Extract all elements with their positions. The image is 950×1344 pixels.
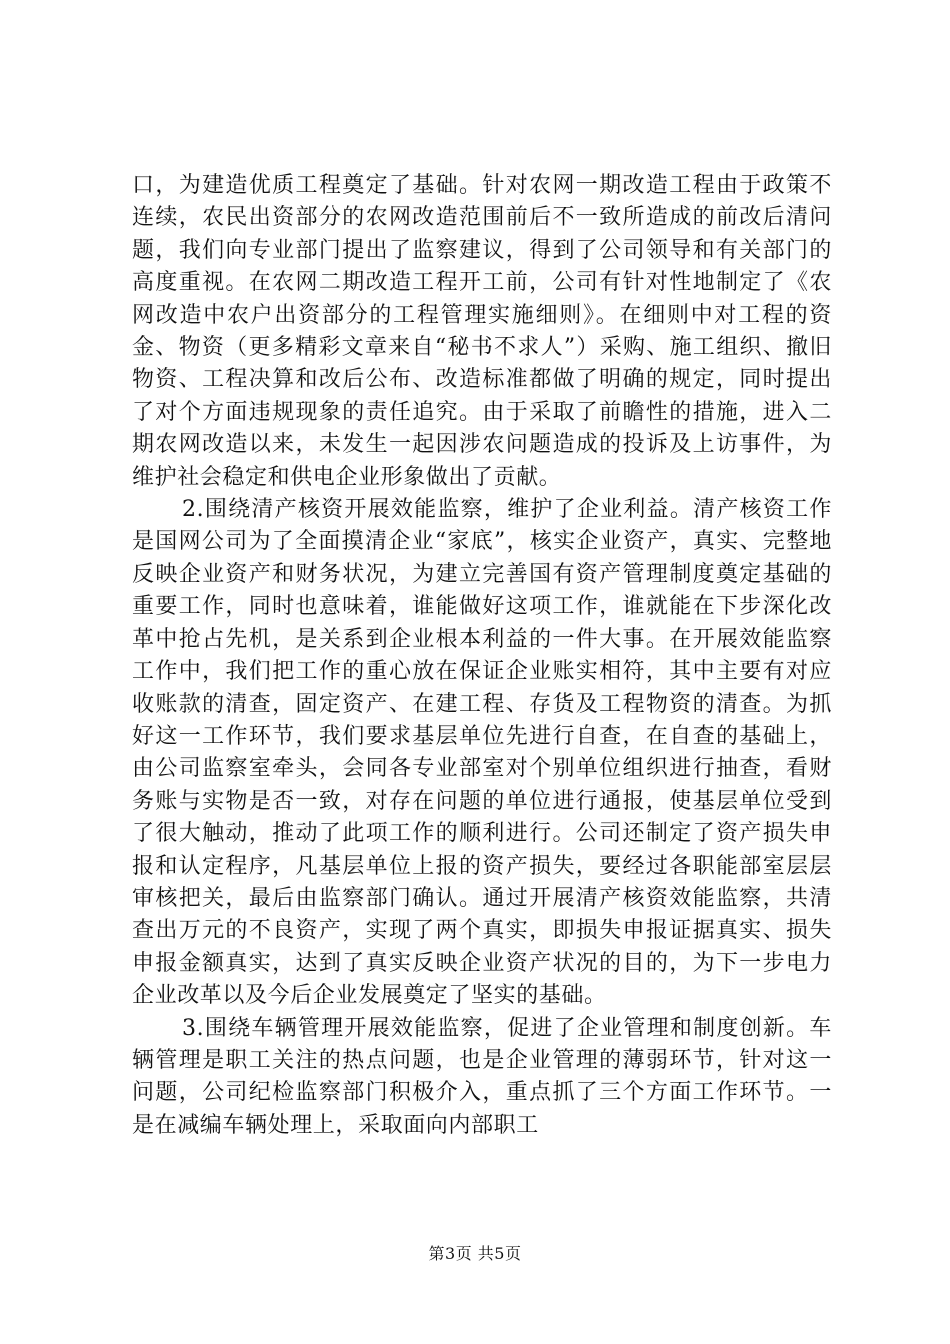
paragraph-continued: 口，为建造优质工程奠定了基础。针对农网一期改造工程由于政策不连续，农民出资部分的农网改造范围前后不一致所造成的前改后清问题，我们向专业部门提出了监察建议，得到了公司领导和有关部门的高度重视。在农网二期改造工程开工前，公司有针对性地制定了《农网改造中农户出资部分的工程管理实施细则》。在细则中对工程的资金、物资（更多精彩文章来自“秘书不求人”）采购、施工组织、撤旧物资、工程决算和改后公布、改造标准都做了明确的规定，同时提出了对个方面违规现象的责任追究。由于采取了前瞻性的措施，进入二期农网改造以来，未发生一起因涉农问题造成的投诉及上访事件，为维护社会稳定和供电企业形象做出了贡献。 [132, 173, 832, 490]
paragraph-item-2: 2.围绕清产核资开展效能监察，维护了企业利益。清产核资工作是国网公司为了全面摸清企业“家底”，核实企业资产，真实、完整地反映企业资产和财务状况，为建立完善国有资产管理制度奠定基础的重要工作，同时也意味着，谁能做好这项工作，谁就能在下步深化改革中抢占先机，是关系到企业根本利益的一件大事。在开展效能监察工作中，我们把工作的重心放在保证企业账实相符，其中主要有对应收账款的清查，固定资产、在建工程、存货及工程物资的清查。为抓好这一工作环节，我们要求基层单位先进行自查，在自查的基础上，由公司监察室牵头，会同各专业部室对个别单位组织进行抽查，看财务账与实物是否一致，对存在问题的单位进行通报，使基层单位受到了很大触动，推动了此项工作的顺利进行。公司还制定了资产损失申报和认定程序，凡基层单位上报的资产损失，要经过各职能部室层层审核把关，最后由监察部门确认。通过开展清产核资效能监察，共清查出万元的不良资产，实现了两个真实，即损失申报证据真实、损失申报金额真实，达到了真实反映企业资产状况的目的，为下一步电力企业改革以及今后企业发展奠定了坚实的基础。 [132, 497, 832, 1009]
page-footer: 第3页 共5页 [428, 1244, 522, 1263]
paragraph-item-3: 3.围绕车辆管理开展效能监察，促进了企业管理和制度创新。车辆管理是职工关注的热点问题，也是企业管理的薄弱环节，针对这一问题，公司纪检监察部门积极介入，重点抓了三个方面工作环节。一是在减编车辆处理上，采取面向内部职工 [132, 1015, 832, 1138]
body-text [132, 170, 832, 1142]
